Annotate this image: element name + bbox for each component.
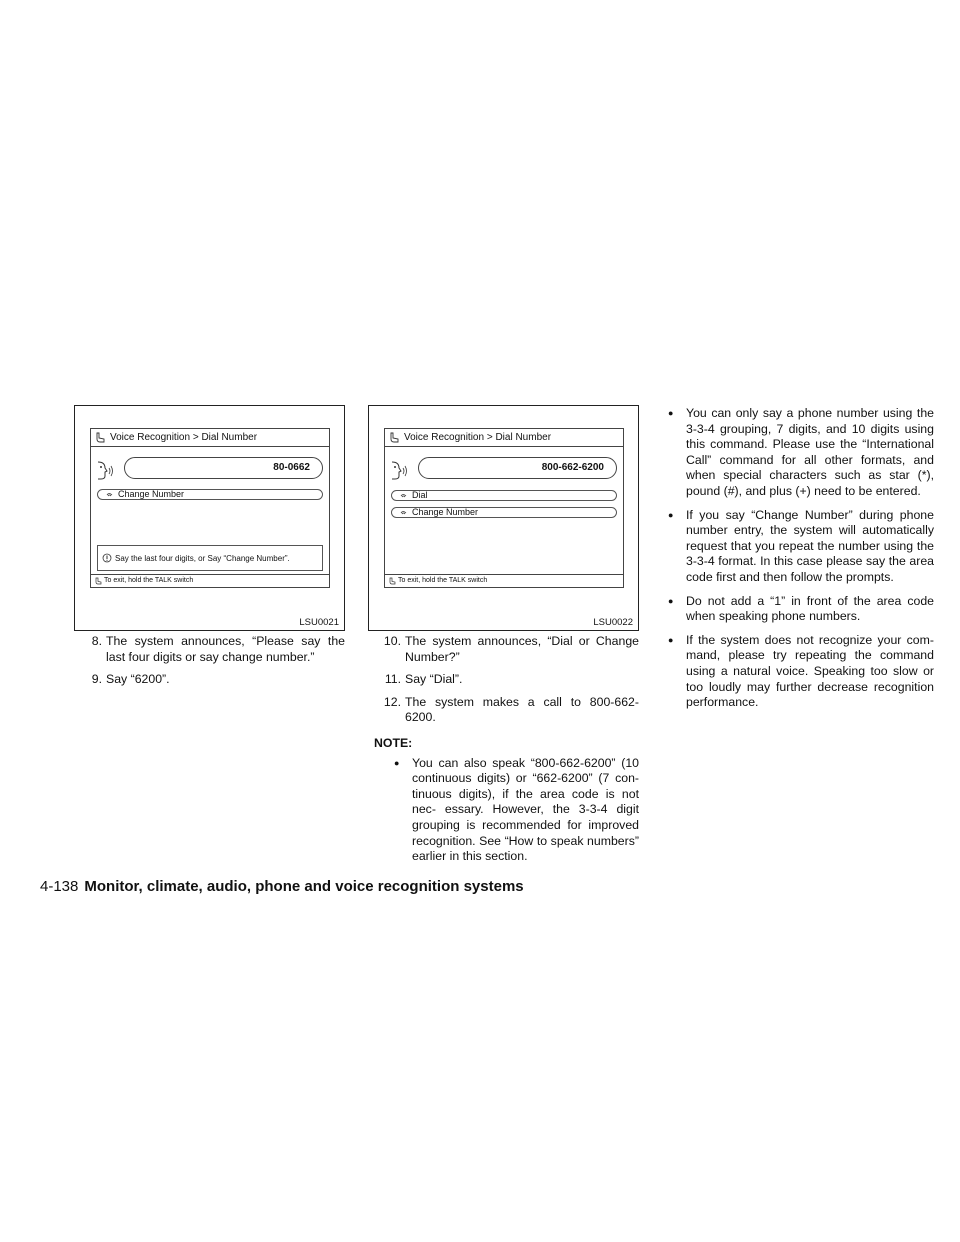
talk-switch-icon bbox=[389, 577, 396, 585]
bullet-text: You can only say a phone number using the 3-3-4 grouping, 7 digits, and 10 digits using this command. Please use the “International Call” command for all other formats, and when special characters such as star (*), pound (#), and plus (+) need to be entered. bbox=[686, 406, 934, 498]
text-column-1 bbox=[80, 634, 345, 695]
step-text: Say “Dial”. bbox=[405, 672, 463, 687]
section-title: Monitor, climate, audio, phone and voice recognition systems bbox=[84, 878, 524, 895]
figure-code: LSU0022 bbox=[593, 617, 633, 628]
note-bullet bbox=[668, 594, 934, 625]
step-item bbox=[374, 672, 639, 688]
step-text: Say “6200”. bbox=[106, 672, 170, 687]
note-bullet bbox=[374, 756, 639, 865]
info-icon bbox=[102, 553, 112, 563]
screen-title: Voice Recognition > Dial Number bbox=[110, 432, 258, 443]
change-number-button[interactable] bbox=[391, 507, 617, 518]
bullet-icon: ● bbox=[668, 408, 674, 418]
note-bullet bbox=[668, 508, 934, 586]
bullet-text: If the system does not recognize your com- mand, please try repeating the command using a natural voice. Speaking too slow or too loudly may further decrease recognition performance. bbox=[686, 632, 934, 710]
note-heading: NOTE: bbox=[374, 735, 413, 750]
voice-recognition-screen bbox=[90, 428, 330, 588]
step-item bbox=[80, 672, 345, 688]
bullet-text: Do not add a “1” in front of the area code when speaking phone numbers. bbox=[686, 593, 934, 624]
step-number: 8. bbox=[91, 634, 102, 648]
bullet-text: If you say “Change Number” during phone number entry, the system will automatically request that you repeat the number using the 3-3-4 format. In this case please say the area code first and then follow the prompts. bbox=[686, 507, 934, 584]
dialed-number-field: 80-0662 bbox=[124, 457, 323, 479]
talk-switch-icon bbox=[95, 577, 102, 585]
step-number: 9. bbox=[91, 672, 102, 687]
prompt-message-box bbox=[97, 545, 323, 571]
change-number-label: Change Number bbox=[118, 489, 185, 499]
exit-hint-bar bbox=[91, 574, 329, 587]
dialed-number-field: 800-662-6200 bbox=[418, 457, 617, 479]
bullet-text: You can also speak “800-662-6200” (10 continuous digits) or “662-6200” (7 con- tinuous digits), if the area code is not nec- essary. However, the 3-3-4 digit grouping is recommended for improved recognition. See “How to speak numbers” earlier in this section. bbox=[412, 755, 639, 864]
step-text: The system announces, “Dial or Change Number?” bbox=[405, 634, 639, 664]
voice-command-icon bbox=[400, 492, 408, 500]
screen-title-bar bbox=[91, 429, 329, 447]
bullet-icon: ● bbox=[668, 509, 674, 520]
screen-title: Voice Recognition > Dial Number bbox=[404, 432, 552, 443]
voice-speaker-icon bbox=[95, 459, 115, 483]
voice-command-icon bbox=[106, 491, 114, 499]
talk-hand-icon bbox=[389, 432, 401, 444]
screen-title-bar bbox=[385, 429, 623, 447]
page-footer bbox=[40, 878, 524, 895]
step-item bbox=[374, 634, 639, 665]
exit-hint-text: To exit, hold the TALK switch bbox=[104, 577, 194, 584]
step-item bbox=[374, 695, 639, 726]
voice-recognition-screen bbox=[384, 428, 624, 588]
bullet-icon: ● bbox=[668, 634, 674, 645]
change-number-button[interactable] bbox=[97, 489, 323, 500]
bullet-icon: ● bbox=[668, 595, 674, 606]
note-bullet bbox=[668, 406, 934, 500]
talk-hand-icon bbox=[95, 432, 107, 444]
figure-lsu0021 bbox=[74, 405, 345, 631]
exit-hint-bar bbox=[385, 574, 623, 587]
bullet-icon: ● bbox=[394, 757, 400, 768]
prompt-text: Say the last four digits, or Say “Change Number”. bbox=[115, 553, 290, 563]
text-column-3 bbox=[668, 406, 934, 719]
exit-hint-text: To exit, hold the TALK switch bbox=[398, 577, 488, 584]
voice-speaker-icon bbox=[389, 459, 409, 483]
step-text: The system makes a call to 800-662- 6200. bbox=[405, 694, 639, 725]
dial-label: Dial bbox=[412, 490, 428, 500]
dial-button[interactable] bbox=[391, 490, 617, 501]
change-number-label: Change Number bbox=[412, 507, 479, 517]
figure-code: LSU0021 bbox=[299, 617, 339, 628]
note-bullet bbox=[668, 633, 934, 711]
step-number: 10. bbox=[383, 634, 401, 648]
page-number: 4-138 bbox=[40, 878, 79, 895]
text-column-2 bbox=[374, 634, 639, 873]
voice-command-icon bbox=[400, 509, 408, 517]
step-item bbox=[80, 634, 345, 665]
step-number: 11. bbox=[384, 672, 401, 687]
figure-lsu0022 bbox=[368, 405, 639, 631]
step-text: The system announces, “Please say the last four digits or say change number.” bbox=[106, 634, 345, 664]
step-number: 12. bbox=[383, 694, 401, 709]
